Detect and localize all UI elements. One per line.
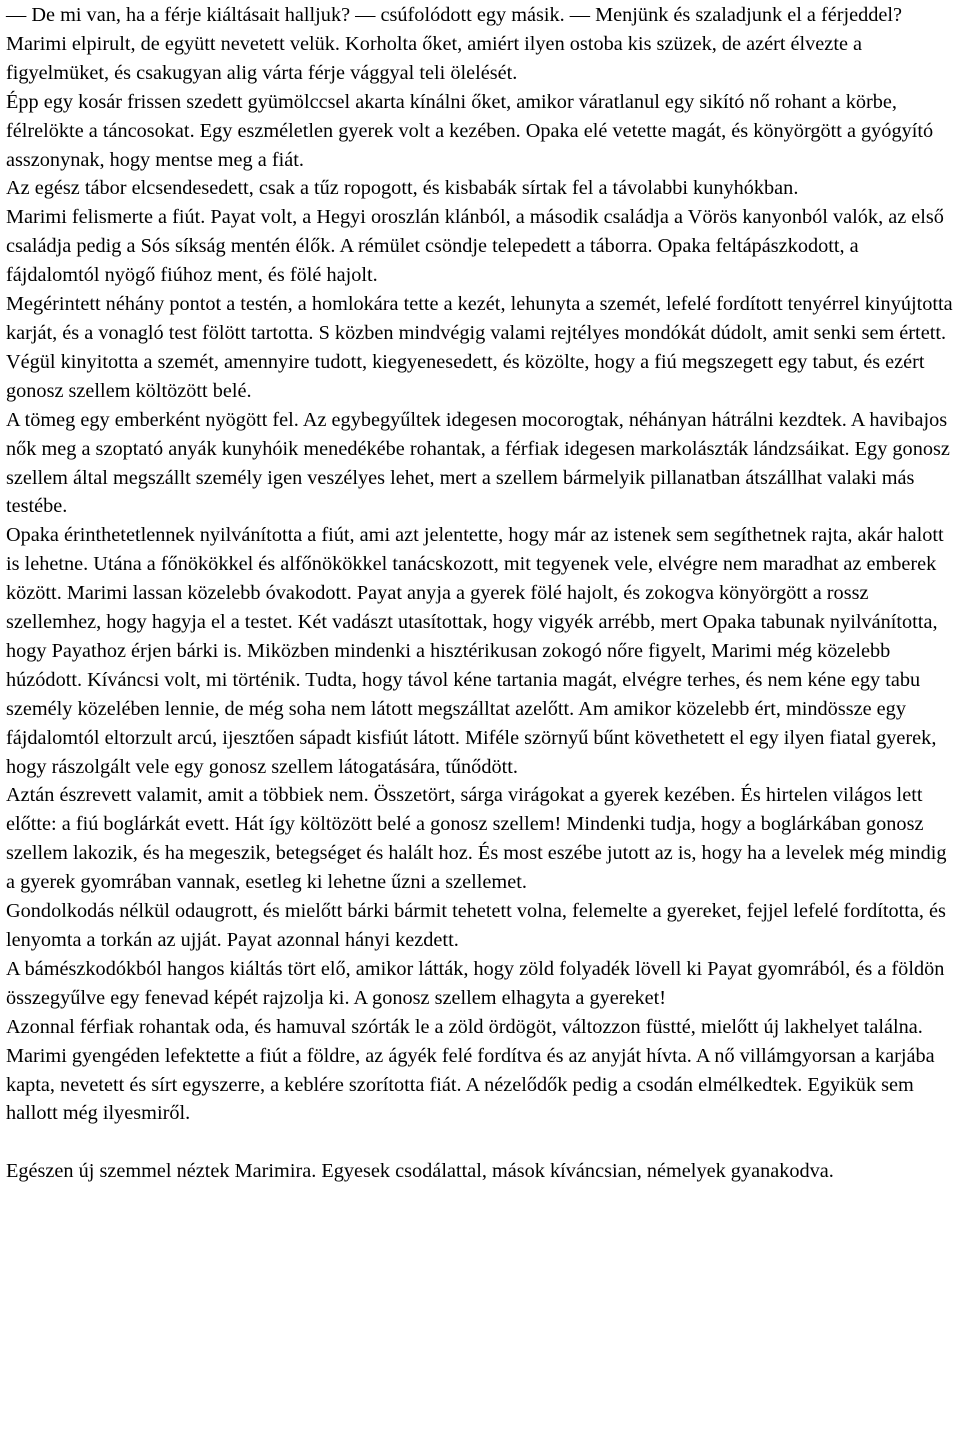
paragraph-5: Marimi felismerte a fiút. Payat volt, a Hegyi oroszlán klánból, a második családja a Vörös kanyonból valók, az első családja pedig a Sós síkság mentén élők. A rémület csöndje telepedett a táborra. Opaka feltápászkodott, a fájdalomtól nyögő fiúhoz ment, és fölé hajolt. [6, 206, 944, 287]
paragraph-7: Végül kinyitotta a szemét, amennyire tudott, kiegyenesedett, és közölte, hogy a fiú megszegett egy tabut, és ezért gonosz szellem költözött belé. [6, 350, 925, 402]
paragraph-8: A tömeg egy emberként nyögött fel. Az egybegyűltek idegesen mocorogtak, néhányan hátrálni kezdtek. A havibajos nők meg a szoptató anyák kunyhóik menedékébe rohantak, a férfiak idegesen markolászták lándzsáikat. Egy gonosz szellem által megszállt személy igen veszélyes lehet, mert a szellem bármelyik pillanatban átszállhat valaki más testébe. [6, 408, 950, 518]
paragraph-13: Azonnal férfiak rohantak oda, és hamuval szórták le a zöld ördögöt, változzon füstté, mielőtt új lakhelyet találna. [6, 1015, 923, 1038]
paragraph-14: Marimi gyengéden lefektette a fiút a földre, az ágyék felé fordítva és az anyját hívta. A nő villámgyorsan a karjába kapta, nevetett és sírt egyszerre, a keblére szorította fiát. A nézelődők pedig a csodán elmélkedtek. Egyikük sem hallott még ilyesmiről. [6, 1044, 935, 1125]
document-page [6, 0, 954, 1186]
paragraph-2: Marimi elpirult, de együtt nevetett velük. Korholta őket, amiért ilyen ostoba kis szüzek, de azért élvezte a figyelmüket, és csakugyan alig várta férje vággyal teli ölelését. [6, 32, 863, 84]
paragraph-1: — De mi van, ha a férje kiáltásait halljuk? — csúfolódott egy másik. — Menjünk és szaladjunk el a férjeddel? [6, 4, 903, 26]
paragraph-9: Opaka érinthetetlennek nyilvánította a fiút, ami azt jelentette, hogy már az istenek sem segíthetnek rajta, akár halott is lehetne. Utána a főnökökkel és alfőnökökkel tanácskozott, mit tegyenek vele, elvégre nem maradhat az emberek között. Marimi lassan közelebb óvakodott. Payat anyja a gyerek fölé hajolt, és zokogva könyörgött a rossz szellemhez, hogy hagyja el a testet. Két vadászt utasítottak, hogy vigyék arrébb, mert Opaka tabunak nyilvánította, hogy Payathoz érjen bárki is. Miközben mindenki a hisztérikusan zokogó nőre figyelt, Marimi még közelebb húzódott. Kíváncsi volt, mi történik. Tudta, hogy távol kéne tartania magát, elvégre terhes, és nem kéne egy tabu személy közelében lennie, de még soha nem látott megszálltat azelőtt. Am amikor közelebb ért, mindössze egy fájdalomtól eltorzult arcú, ijesztően sápadt kisfiút látott. Miféle szörnyű bűnt követhetett el egy ilyen fiatal gyerek, hogy rászolgált vele egy gonosz szellem látogatására, tűnődött. [6, 524, 944, 778]
paragraph-12: A bámészkodókból hangos kiáltás tört elő, amikor látták, hogy zöld folyadék lövell ki Payat gyomrából, és a földön összegyűlve egy fenevad képét rajzolja ki. A gonosz szellem elhagyta a gyereket! [6, 957, 945, 1009]
paragraph-15: Egészen új szemmel néztek Marimira. Egyesek csodálattal, mások kíváncsian, némelyek gyanakodva. [6, 1160, 834, 1183]
paragraph-6: Megérintett néhány pontot a testén, a homlokára tette a kezét, lehunyta a szemét, lefelé fordított tenyérrel kinyújtotta karját, és a vonagló test fölött tartotta. S közben mindvégig valami rejtélyes mondókát dúdolt, amit senki sem értett. [6, 293, 953, 344]
paragraph-4: Az egész tábor elcsendesedett, csak a tűz ropogott, és kisbabák sírtak fel a távolabbi kunyhókban. [6, 177, 799, 200]
paragraph-10: Aztán észrevett valamit, amit a többiek nem. Összetört, sárga virágokat a gyerek kezében. És hirtelen világos lett előtte: a fiú boglárkát evett. Hát így költözött belé a gonosz szellem! Mindenki tudja, hogy a boglárkában gonosz szellem lakozik, és ha megeszik, betegséget és halált hoz. És most eszébe jutott az is, hogy ha a levelek még mindig a gyerek gyomrában vannak, esetleg ki lehetne űzni a szellemet. [6, 784, 947, 894]
paragraph-11: Gondolkodás nélkül odaugrott, és mielőtt bárki bármit tehetett volna, felemelte a gyereket, fejjel lefelé fordította, és lenyomta a torkán az ujját. Payat azonnal hányi kezdett. [6, 900, 946, 951]
paragraph-3: Épp egy kosár frissen szedett gyümölccsel akarta kínálni őket, amikor váratlanul egy sikító nő rohant a körbe, félrelökte a táncosokat. Egy eszméletlen gyerek volt a kezében. Opaka elé vetette magát, és könyörgött a gyógyító asszonynak, hogy mentse meg a fiát. [6, 90, 934, 171]
